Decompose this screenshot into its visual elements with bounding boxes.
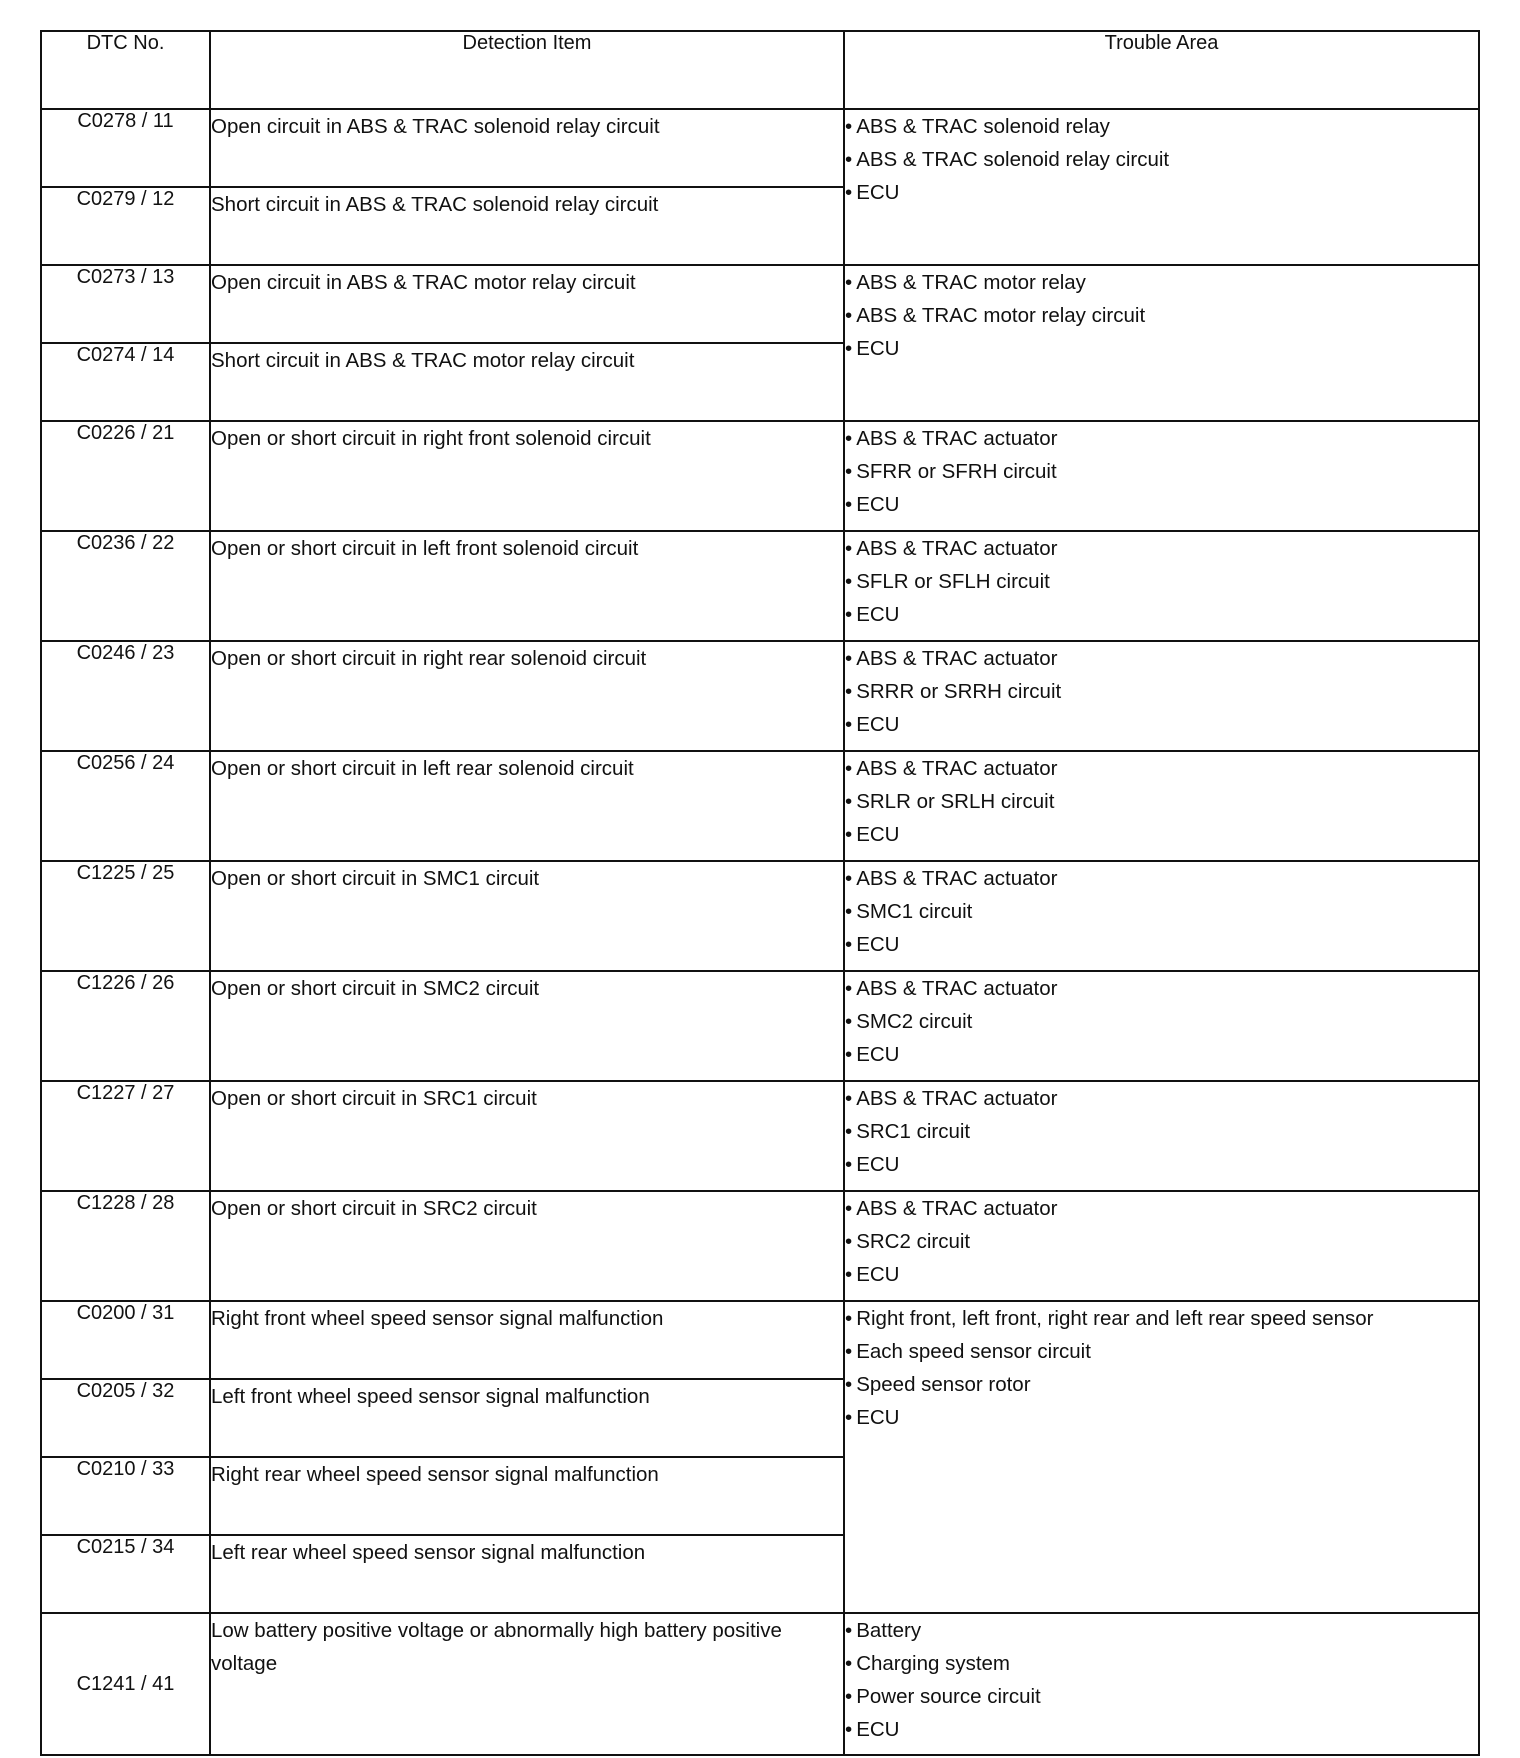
trouble-area-item: • SRC1 circuit [845, 1115, 1478, 1148]
dtc-code: C0205 / 32 [41, 1379, 210, 1457]
trouble-area [844, 1613, 1479, 1755]
header-dtc-no: DTC No. [41, 31, 210, 109]
trouble-area-item: • Right front, left front, right rear and left rear speed sensor [845, 1302, 1478, 1335]
dtc-table [40, 30, 1480, 1756]
dtc-code: C0274 / 14 [41, 343, 210, 421]
trouble-area-item: • ECU [845, 1713, 1478, 1746]
table-row [41, 1301, 1479, 1379]
dtc-code: C0200 / 31 [41, 1301, 210, 1379]
trouble-area-item: • ECU [845, 598, 1478, 631]
detection-item: Open or short circuit in SMC1 circuit [210, 861, 844, 971]
trouble-area-item: • Battery [845, 1614, 1478, 1647]
trouble-area-item: • ECU [845, 488, 1478, 521]
trouble-area-item: • ABS & TRAC actuator [845, 642, 1478, 675]
detection-item: Open or short circuit in SMC2 circuit [210, 971, 844, 1081]
detection-item: Open circuit in ABS & TRAC solenoid relay circuit [210, 109, 844, 187]
trouble-area-item: • ECU [845, 176, 1478, 209]
trouble-area-item: • ECU [845, 1038, 1478, 1071]
detection-item: Open circuit in ABS & TRAC motor relay circuit [210, 265, 844, 343]
detection-item: Short circuit in ABS & TRAC motor relay circuit [210, 343, 844, 421]
trouble-area-item: • Power source circuit [845, 1680, 1478, 1713]
trouble-area [844, 641, 1479, 751]
dtc-code: C0236 / 22 [41, 531, 210, 641]
trouble-area-item: • ECU [845, 928, 1478, 961]
detection-item: Open or short circuit in left front solenoid circuit [210, 531, 844, 641]
detection-item: Left front wheel speed sensor signal malfunction [210, 1379, 844, 1457]
trouble-area-item: • SRLR or SRLH circuit [845, 785, 1478, 818]
table-row [41, 265, 1479, 343]
trouble-area [844, 265, 1479, 421]
trouble-area-item: • ECU [845, 1148, 1478, 1181]
table-row [41, 1081, 1479, 1191]
detection-item: Open or short circuit in right rear solenoid circuit [210, 641, 844, 751]
detection-item: Short circuit in ABS & TRAC solenoid relay circuit [210, 187, 844, 265]
table-row [41, 531, 1479, 641]
trouble-area-item: • ABS & TRAC actuator [845, 422, 1478, 455]
table-row [41, 1191, 1479, 1301]
detection-item: Low battery positive voltage or abnormally high battery positive voltage [210, 1613, 844, 1755]
table-row [41, 421, 1479, 531]
dtc-code: C0226 / 21 [41, 421, 210, 531]
detection-item: Open or short circuit in left rear solenoid circuit [210, 751, 844, 861]
dtc-code: C1225 / 25 [41, 861, 210, 971]
dtc-code: C1228 / 28 [41, 1191, 210, 1301]
trouble-area-item: • Each speed sensor circuit [845, 1335, 1478, 1368]
detection-item: Right rear wheel speed sensor signal malfunction [210, 1457, 844, 1535]
dtc-code: C1226 / 26 [41, 971, 210, 1081]
trouble-area [844, 109, 1479, 265]
trouble-area [844, 1191, 1479, 1301]
trouble-area [844, 1301, 1479, 1613]
trouble-area-item: • ECU [845, 708, 1478, 741]
trouble-area-item: • ABS & TRAC solenoid relay circuit [845, 143, 1478, 176]
trouble-area-item: • ECU [845, 1401, 1478, 1434]
trouble-area-item: • SMC1 circuit [845, 895, 1478, 928]
dtc-code: C1241 / 41 [41, 1613, 210, 1755]
trouble-area-item: • ABS & TRAC actuator [845, 752, 1478, 785]
dtc-code: C0273 / 13 [41, 265, 210, 343]
dtc-code: C0210 / 33 [41, 1457, 210, 1535]
trouble-area [844, 971, 1479, 1081]
trouble-area-item: • Speed sensor rotor [845, 1368, 1478, 1401]
detection-item: Open or short circuit in SRC2 circuit [210, 1191, 844, 1301]
trouble-area [844, 421, 1479, 531]
trouble-area-item: • ECU [845, 332, 1478, 365]
table-row [41, 861, 1479, 971]
detection-item: Open or short circuit in SRC1 circuit [210, 1081, 844, 1191]
header-detection-item: Detection Item [210, 31, 844, 109]
trouble-area-item: • ABS & TRAC actuator [845, 1082, 1478, 1115]
trouble-area-item: • ABS & TRAC actuator [845, 862, 1478, 895]
header-row [41, 31, 1479, 109]
dtc-code: C1227 / 27 [41, 1081, 210, 1191]
trouble-area-item: • ABS & TRAC actuator [845, 1192, 1478, 1225]
dtc-code: C0256 / 24 [41, 751, 210, 861]
detection-item: Left rear wheel speed sensor signal malfunction [210, 1535, 844, 1613]
trouble-area-item: • SFRR or SFRH circuit [845, 455, 1478, 488]
trouble-area-item: • ABS & TRAC motor relay [845, 266, 1478, 299]
table-row [41, 971, 1479, 1081]
detection-item: Open or short circuit in right front solenoid circuit [210, 421, 844, 531]
trouble-area-item: • SFLR or SFLH circuit [845, 565, 1478, 598]
dtc-code: C0278 / 11 [41, 109, 210, 187]
trouble-area [844, 861, 1479, 971]
trouble-area-item: • SRC2 circuit [845, 1225, 1478, 1258]
trouble-area [844, 751, 1479, 861]
trouble-area-item: • ECU [845, 1258, 1478, 1291]
header-trouble-area: Trouble Area [844, 31, 1479, 109]
trouble-area-item: • SMC2 circuit [845, 1005, 1478, 1038]
dtc-code: C0246 / 23 [41, 641, 210, 751]
table-row [41, 751, 1479, 861]
table-row [41, 109, 1479, 187]
trouble-area-item: • ABS & TRAC motor relay circuit [845, 299, 1478, 332]
detection-item: Right front wheel speed sensor signal malfunction [210, 1301, 844, 1379]
dtc-code: C0215 / 34 [41, 1535, 210, 1613]
trouble-area-item: • Charging system [845, 1647, 1478, 1680]
table-row [41, 1613, 1479, 1755]
dtc-code: C0279 / 12 [41, 187, 210, 265]
trouble-area-item: • ECU [845, 818, 1478, 851]
trouble-area [844, 531, 1479, 641]
trouble-area-item: • ABS & TRAC solenoid relay [845, 110, 1478, 143]
table-row [41, 641, 1479, 751]
trouble-area [844, 1081, 1479, 1191]
trouble-area-item: • SRRR or SRRH circuit [845, 675, 1478, 708]
trouble-area-item: • ABS & TRAC actuator [845, 972, 1478, 1005]
trouble-area-item: • ABS & TRAC actuator [845, 532, 1478, 565]
